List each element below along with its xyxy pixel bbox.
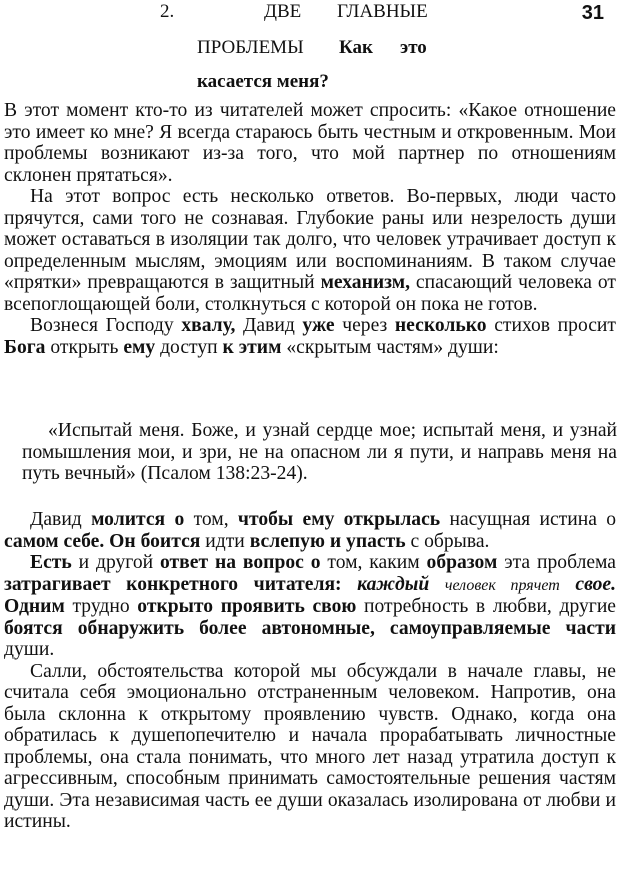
p3-text: через xyxy=(334,315,395,336)
p2-text: спасающий человека от всепоглощающей боли, столкнуться с которой он пока не готов. xyxy=(4,272,616,315)
p5-bold: Есть xyxy=(30,552,72,573)
p3-bold: ему xyxy=(123,336,156,358)
section-title-word: это xyxy=(400,37,427,58)
p3-bold: уже xyxy=(302,315,335,336)
p3-text: открыть xyxy=(45,336,124,358)
p5-bold: открыто проявить свою xyxy=(137,596,357,617)
p3-bold: несколько xyxy=(394,315,487,336)
p4-bold: молится о xyxy=(91,509,185,530)
p3-text: «скрытым частям» души: xyxy=(281,336,499,358)
p4-text: Давид xyxy=(30,509,92,530)
p4-text: том, xyxy=(184,509,238,530)
p5-bold-italic: свое. xyxy=(575,573,616,595)
chapter-number: 2. xyxy=(160,1,175,22)
p5-text: и другой xyxy=(71,552,161,573)
paragraph-3 xyxy=(4,315,616,358)
section-title-word: касается меня? xyxy=(197,71,329,92)
chapter-title-word: ДВЕ xyxy=(264,1,302,22)
section-title-word: Как xyxy=(339,37,373,58)
paragraph-5 xyxy=(4,552,616,661)
p3-bold: к этим xyxy=(222,336,282,358)
p5-bold: ответ на вопрос о xyxy=(160,552,321,573)
p5-text: эта проблема xyxy=(497,552,617,573)
p4-bold: самом себе. Он боится xyxy=(4,530,201,552)
p3-text: Давид xyxy=(235,315,303,336)
chapter-title-word: ГЛАВНЫЕ xyxy=(337,1,428,22)
p5-text xyxy=(342,574,358,595)
p5-text: потребность в любви, другие xyxy=(356,596,617,617)
p5-bold: боятся обнаружить более автономные, самоуправляемые части xyxy=(4,617,616,639)
p5-bold: затрагивает конкретного читателя: xyxy=(4,573,342,595)
p5-text xyxy=(429,574,445,595)
p5-bold: образом xyxy=(426,552,498,573)
p3-text: стихов просит xyxy=(486,315,616,336)
p5-text: души. xyxy=(4,639,55,660)
page-number: 31 xyxy=(581,2,604,24)
p5-bold: Одним xyxy=(4,596,65,617)
p5-text: трудно xyxy=(64,596,138,617)
p3-bold: Бога xyxy=(4,336,46,358)
body-text-bottom xyxy=(4,509,616,833)
paragraph-1: В этот момент кто-то из читателей может спросить: «Какое отношение это имеет ко мне? Я всегда стараюсь быть честным и откровенным. Мои проблемы возникают из-за того, что мой партнер по отношениям склонен прятаться». xyxy=(4,100,616,186)
p3-text: доступ xyxy=(155,336,223,358)
p4-bold: чтобы ему открылась xyxy=(237,509,441,530)
chapter-title-word: ПРОБЛЕМЫ xyxy=(197,37,304,58)
p3-text: Вознеся Господу xyxy=(30,315,182,336)
p4-text: с обрыва. xyxy=(405,530,490,552)
p3-bold: хвалу, xyxy=(181,315,236,336)
p5-italic: человек прячет xyxy=(444,576,560,594)
quote-text: «Испытай меня. Боже, и узнай сердце мое; испытай меня, и узнай помышления мои, и зри, не на опасном ли я пути, и направь меня на путь вечный» (Псалом 138:23-24). xyxy=(22,420,617,484)
p2-bold: механизм, xyxy=(320,272,410,293)
p4-bold: вслепую и упасть xyxy=(249,530,406,552)
scripture-quote xyxy=(22,420,617,485)
p5-bold-italic: каждый xyxy=(357,573,430,595)
p5-text xyxy=(560,574,576,595)
paragraph-2 xyxy=(4,186,616,315)
p4-text: идти xyxy=(200,530,250,552)
paragraph-6: Салли, обстоятельства которой мы обсуждали в начале главы, не считала себя эмоционально отстраненным человеком. Напротив, она была склонна к открытому проявлению чувств. Однако, когда она обратилась к душепопечителю и начала прорабатывать личностные проблемы, она стала понимать, что много лет назад утратила доступ к агрессивным, способным принимать самостоятельные решения частям души. Эта независимая часть ее души оказалась изолирована от любви и истины. xyxy=(4,660,616,832)
body-text-top xyxy=(4,100,616,358)
p4-text: насущная истина о xyxy=(440,509,617,530)
paragraph-4 xyxy=(4,509,616,552)
p5-text: том, каким xyxy=(320,552,427,573)
p2-text: На этот вопрос есть несколько ответов. Во-первых, люди часто прячутся, сами того не сознавая. Глубокие раны или незрелость души может оставаться в изоляции так долго, что человек утрачивает доступ к определенным мыслям, эмоциям или воспоминаниям. В таком случае «прятки» превращаются в защитный xyxy=(4,186,616,293)
